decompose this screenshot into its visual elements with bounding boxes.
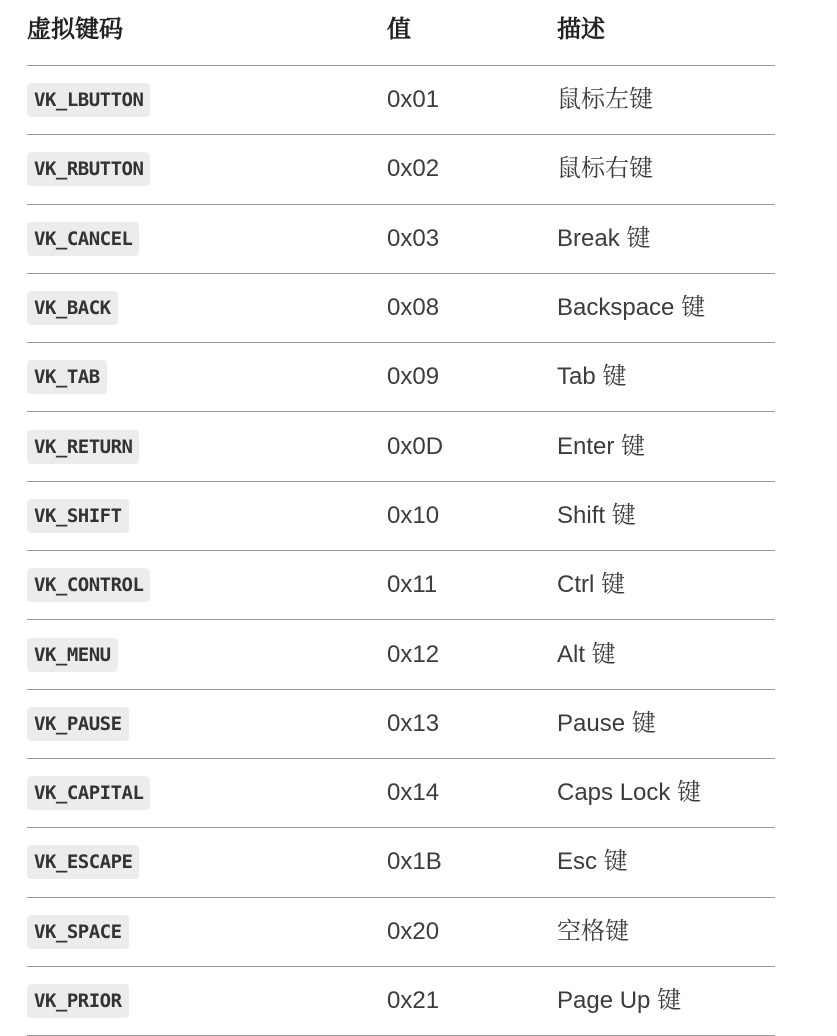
key-description: Backspace 键 bbox=[557, 294, 706, 322]
header-description: 描述 bbox=[557, 16, 605, 43]
table-row bbox=[27, 967, 775, 1036]
header-code: 虚拟键码 bbox=[27, 16, 123, 43]
table-row bbox=[27, 620, 775, 689]
key-code: VK_RETURN bbox=[27, 430, 139, 464]
key-value: 0x13 bbox=[387, 709, 440, 737]
key-code: VK_CONTROL bbox=[27, 568, 150, 602]
key-code: VK_CANCEL bbox=[27, 222, 139, 256]
header-value: 值 bbox=[387, 16, 411, 43]
key-value: 0x21 bbox=[387, 987, 440, 1014]
key-code: VK_MENU bbox=[27, 638, 118, 672]
virtual-key-table bbox=[27, 0, 775, 1036]
table-row bbox=[27, 66, 775, 135]
key-code: VK_LBUTTON bbox=[27, 83, 150, 117]
table-row bbox=[27, 828, 775, 897]
key-value: 0x20 bbox=[387, 917, 440, 945]
key-description: Alt 键 bbox=[557, 640, 616, 668]
key-code: VK_CAPITAL bbox=[27, 776, 150, 810]
key-code: VK_SHIFT bbox=[27, 499, 129, 533]
table-row bbox=[27, 482, 775, 551]
key-description: Enter 键 bbox=[557, 432, 646, 460]
key-description: Pause 键 bbox=[557, 709, 656, 737]
key-description: Ctrl 键 bbox=[557, 571, 625, 599]
key-code: VK_ESCAPE bbox=[27, 845, 139, 879]
key-description: 空格键 bbox=[557, 917, 629, 945]
key-code: VK_PAUSE bbox=[27, 707, 129, 741]
key-code: VK_PRIOR bbox=[27, 984, 129, 1018]
key-value: 0x02 bbox=[387, 155, 440, 183]
table-row bbox=[27, 205, 775, 274]
key-value: 0x1B bbox=[387, 848, 442, 876]
key-code: VK_SPACE bbox=[27, 915, 129, 949]
table-row bbox=[27, 135, 775, 204]
key-value: 0x08 bbox=[387, 294, 440, 322]
key-description: Shift 键 bbox=[557, 501, 636, 529]
key-description: Tab 键 bbox=[557, 363, 627, 391]
table-body bbox=[27, 66, 775, 1036]
key-code: VK_TAB bbox=[27, 360, 107, 394]
key-description: Caps Lock 键 bbox=[557, 779, 702, 807]
key-value: 0x09 bbox=[387, 363, 440, 391]
table-row bbox=[27, 690, 775, 759]
table-row bbox=[27, 759, 775, 828]
table-header bbox=[27, 0, 775, 66]
key-description: Esc 键 bbox=[557, 848, 628, 876]
table-row bbox=[27, 274, 775, 343]
key-value: 0x11 bbox=[387, 571, 438, 599]
key-value: 0x14 bbox=[387, 779, 440, 807]
key-description: 鼠标左键 bbox=[557, 86, 653, 114]
key-description: Page Up 键 bbox=[557, 987, 682, 1014]
key-value: 0x12 bbox=[387, 640, 440, 668]
key-value: 0x0D bbox=[387, 432, 444, 460]
key-code: VK_RBUTTON bbox=[27, 152, 150, 186]
key-value: 0x03 bbox=[387, 224, 440, 252]
key-description: Break 键 bbox=[557, 224, 651, 252]
table-row bbox=[27, 412, 775, 481]
key-code: VK_BACK bbox=[27, 291, 118, 325]
table-row bbox=[27, 343, 775, 412]
key-value: 0x10 bbox=[387, 501, 440, 529]
key-value: 0x01 bbox=[387, 86, 440, 114]
key-description: 鼠标右键 bbox=[557, 155, 653, 183]
table-row bbox=[27, 551, 775, 620]
table-row bbox=[27, 898, 775, 967]
